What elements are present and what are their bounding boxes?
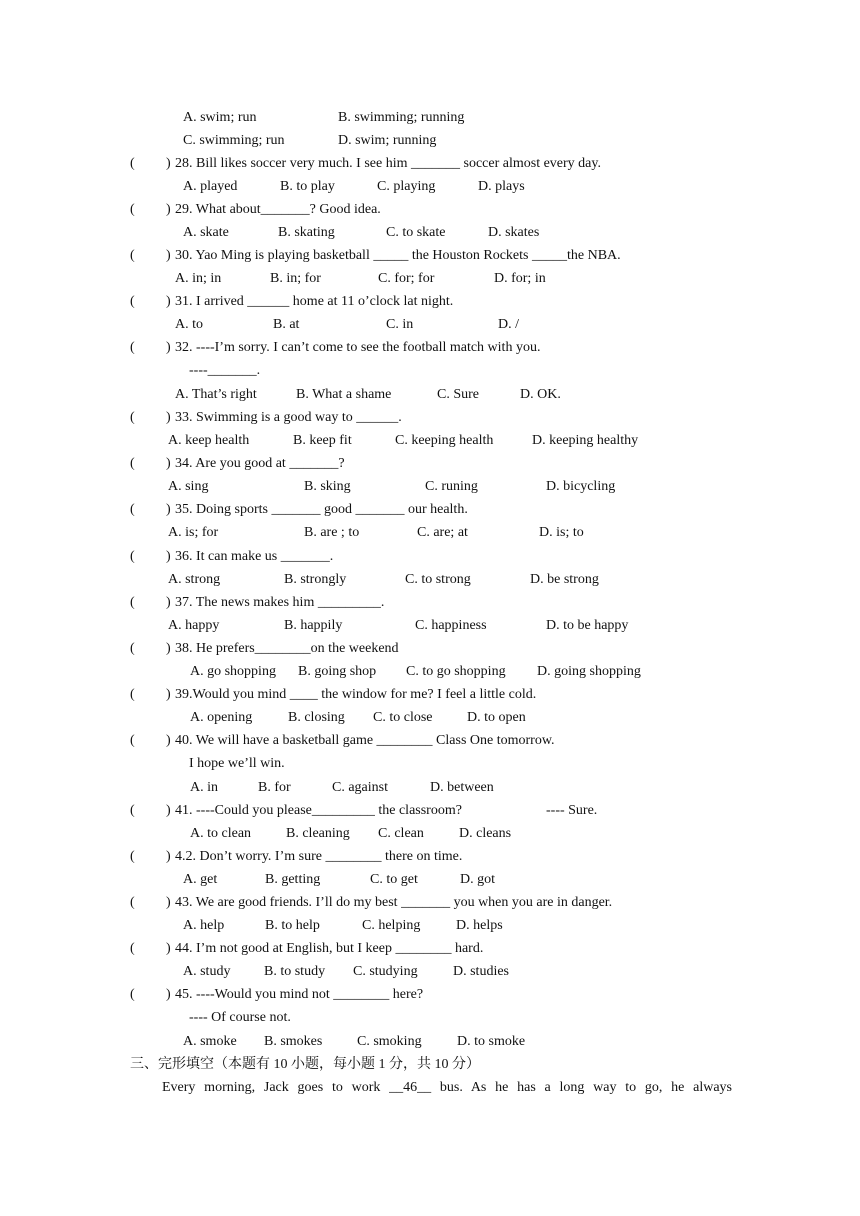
answer-option: C. to get — [370, 872, 418, 887]
answer-option: A. sing — [168, 479, 209, 494]
answer-option: D. bicycling — [546, 479, 616, 494]
answer-option: B. to play — [280, 179, 335, 194]
answer-bracket: ( — [130, 641, 135, 656]
answer-option: C. keeping health — [395, 433, 494, 448]
answer-option: A. That’s right — [175, 387, 257, 402]
question-text: 35. Doing sports _______ good _______ our health. — [175, 502, 468, 517]
answer-option: B. cleaning — [286, 826, 350, 841]
answer-option: D. OK. — [520, 387, 561, 402]
section-3-heading: 三、完形填空（本题有 10 小题，每小题 1 分，共 10 分） — [130, 1057, 480, 1072]
answer-bracket: ( — [130, 987, 135, 1002]
answer-option: A. strong — [168, 572, 221, 587]
answer-option: C. to strong — [405, 572, 471, 587]
answer-option: C. Sure — [437, 387, 479, 402]
question-text: 38. He prefers________on the weekend — [175, 641, 399, 656]
answer-option: A. smoke — [183, 1034, 237, 1049]
answer-option: B. are ; to — [304, 525, 360, 540]
answer-option: D. is; to — [539, 525, 584, 540]
answer-option: B. strongly — [284, 572, 347, 587]
answer-bracket: ( — [130, 202, 135, 217]
answer-bracket: ( — [130, 803, 135, 818]
answer-option: D. got — [460, 872, 495, 887]
answer-option: B. swimming; running — [338, 110, 465, 125]
answer-option: C. swimming; run — [183, 133, 285, 148]
passage-line: Every morning, Jack goes to work __46__ bus. As he has a long way to go, he always — [162, 1080, 732, 1095]
answer-option: D. to be happy — [546, 618, 629, 633]
answer-option: A. get — [183, 872, 218, 887]
answer-bracket: ( — [130, 502, 135, 517]
answer-bracket-close: ) — [166, 941, 171, 956]
answer-option: B. for — [258, 780, 291, 795]
answer-option: D. swim; running — [338, 133, 437, 148]
answer-bracket-close: ) — [166, 687, 171, 702]
question-text: 43. We are good friends. I’ll do my best _______ you when you are in danger. — [175, 895, 613, 910]
answer-bracket: ( — [130, 595, 135, 610]
answer-bracket-close: ) — [166, 849, 171, 864]
answer-option: D. to smoke — [457, 1034, 526, 1049]
answer-option: A. happy — [168, 618, 220, 633]
question-text: 41. ----Could you please_________ the classroom? — [175, 803, 462, 818]
answer-bracket: ( — [130, 156, 135, 171]
answer-bracket-close: ) — [166, 549, 171, 564]
question-text: 28. Bill likes soccer very much. I see him _______ soccer almost every day. — [175, 156, 601, 171]
answer-option: A. in; in — [175, 271, 222, 286]
answer-option: A. skate — [183, 225, 229, 240]
answer-option: B. closing — [288, 710, 345, 725]
answer-bracket: ( — [130, 849, 135, 864]
answer-bracket-close: ) — [166, 248, 171, 263]
answer-bracket-close: ) — [166, 641, 171, 656]
answer-bracket: ( — [130, 895, 135, 910]
answer-option: B. going shop — [298, 664, 377, 679]
answer-option: B. happily — [284, 618, 343, 633]
question-text: 30. Yao Ming is playing basketball _____ the Houston Rockets _____the NBA. — [175, 248, 621, 263]
continuation-text: ----_______. — [189, 363, 261, 378]
answer-option: A. help — [183, 918, 225, 933]
question-text: 39.Would you mind ____ the window for me? I feel a little cold. — [175, 687, 537, 702]
answer-option: C. happiness — [415, 618, 487, 633]
continuation-text: ---- Of course not. — [189, 1010, 291, 1025]
answer-bracket-close: ) — [166, 410, 171, 425]
answer-option: D. studies — [453, 964, 509, 979]
answer-bracket-close: ) — [166, 202, 171, 217]
answer-bracket-close: ) — [166, 502, 171, 517]
answer-bracket: ( — [130, 941, 135, 956]
answer-option: A. to clean — [190, 826, 252, 841]
answer-option: D. / — [498, 317, 519, 332]
answer-option: C. playing — [377, 179, 436, 194]
answer-option: C. for; for — [378, 271, 435, 286]
question-text: 44. I’m not good at English, but I keep ________ hard. — [175, 941, 484, 956]
answer-option: C. against — [332, 780, 388, 795]
answer-option: A. in — [190, 780, 218, 795]
answer-bracket-close: ) — [166, 156, 171, 171]
answer-bracket: ( — [130, 549, 135, 564]
answer-option: A. to — [175, 317, 203, 332]
question-text: 36. It can make us _______. — [175, 549, 334, 564]
answer-option: D. be strong — [530, 572, 599, 587]
answer-bracket-close: ) — [166, 987, 171, 1002]
answer-option: A. study — [183, 964, 231, 979]
answer-option: A. opening — [190, 710, 253, 725]
question-text: 31. I arrived ______ home at 11 o’clock lat night. — [175, 294, 454, 309]
answer-option: C. studying — [353, 964, 418, 979]
answer-option: C. smoking — [357, 1034, 422, 1049]
answer-option: D. cleans — [459, 826, 512, 841]
answer-bracket: ( — [130, 687, 135, 702]
answer-option: B. keep fit — [293, 433, 352, 448]
answer-option: B. smokes — [264, 1034, 323, 1049]
answer-option: C. to go shopping — [406, 664, 506, 679]
question-text: 33. Swimming is a good way to ______. — [175, 410, 402, 425]
answer-bracket: ( — [130, 294, 135, 309]
answer-option: A. swim; run — [183, 110, 257, 125]
question-text: 45. ----Would you mind not ________ here? — [175, 987, 424, 1002]
answer-option: C. helping — [362, 918, 421, 933]
answer-option: C. in — [386, 317, 414, 332]
question-text: 40. We will have a basketball game ________ Class One tomorrow. — [175, 733, 555, 748]
question-text: 37. The news makes him _________. — [175, 595, 385, 610]
answer-option: B. What a shame — [296, 387, 392, 402]
answer-option: B. sking — [304, 479, 351, 494]
answer-option: B. to study — [264, 964, 326, 979]
answer-option: D. plays — [478, 179, 525, 194]
answer-bracket-close: ) — [166, 895, 171, 910]
answer-option: B. at — [273, 317, 300, 332]
answer-bracket: ( — [130, 456, 135, 471]
answer-bracket: ( — [130, 733, 135, 748]
answer-option: D. skates — [488, 225, 540, 240]
answer-bracket-close: ) — [166, 595, 171, 610]
answer-option: D. to open — [467, 710, 526, 725]
answer-option: B. to help — [265, 918, 320, 933]
question-reply: ---- Sure. — [546, 803, 598, 818]
answer-bracket-close: ) — [166, 294, 171, 309]
answer-option: C. are; at — [417, 525, 468, 540]
answer-option: C. to skate — [386, 225, 446, 240]
answer-option: C. to close — [373, 710, 433, 725]
question-text: 29. What about_______? Good idea. — [175, 202, 381, 217]
answer-bracket: ( — [130, 248, 135, 263]
answer-option: B. in; for — [270, 271, 321, 286]
answer-bracket-close: ) — [166, 456, 171, 471]
answer-option: A. keep health — [168, 433, 250, 448]
answer-bracket-close: ) — [166, 803, 171, 818]
answer-option: B. getting — [265, 872, 321, 887]
answer-bracket-close: ) — [166, 733, 171, 748]
answer-bracket: ( — [130, 340, 135, 355]
answer-option: A. played — [183, 179, 238, 194]
answer-bracket-close: ) — [166, 340, 171, 355]
answer-option: B. skating — [278, 225, 335, 240]
answer-option: A. is; for — [168, 525, 219, 540]
answer-option: D. between — [430, 780, 494, 795]
answer-option: A. go shopping — [190, 664, 276, 679]
answer-option: D. keeping healthy — [532, 433, 639, 448]
question-text: 4.2. Don’t worry. I’m sure ________ there on time. — [175, 849, 463, 864]
answer-option: D. helps — [456, 918, 503, 933]
answer-bracket: ( — [130, 410, 135, 425]
question-text: 32. ----I’m sorry. I can’t come to see the football match with you. — [175, 340, 541, 355]
answer-option: D. going shopping — [537, 664, 641, 679]
answer-option: C. runing — [425, 479, 478, 494]
answer-option: C. clean — [378, 826, 424, 841]
question-text: 34. Are you good at _______? — [175, 456, 345, 471]
continuation-text: I hope we’ll win. — [189, 756, 285, 771]
answer-option: D. for; in — [494, 271, 546, 286]
